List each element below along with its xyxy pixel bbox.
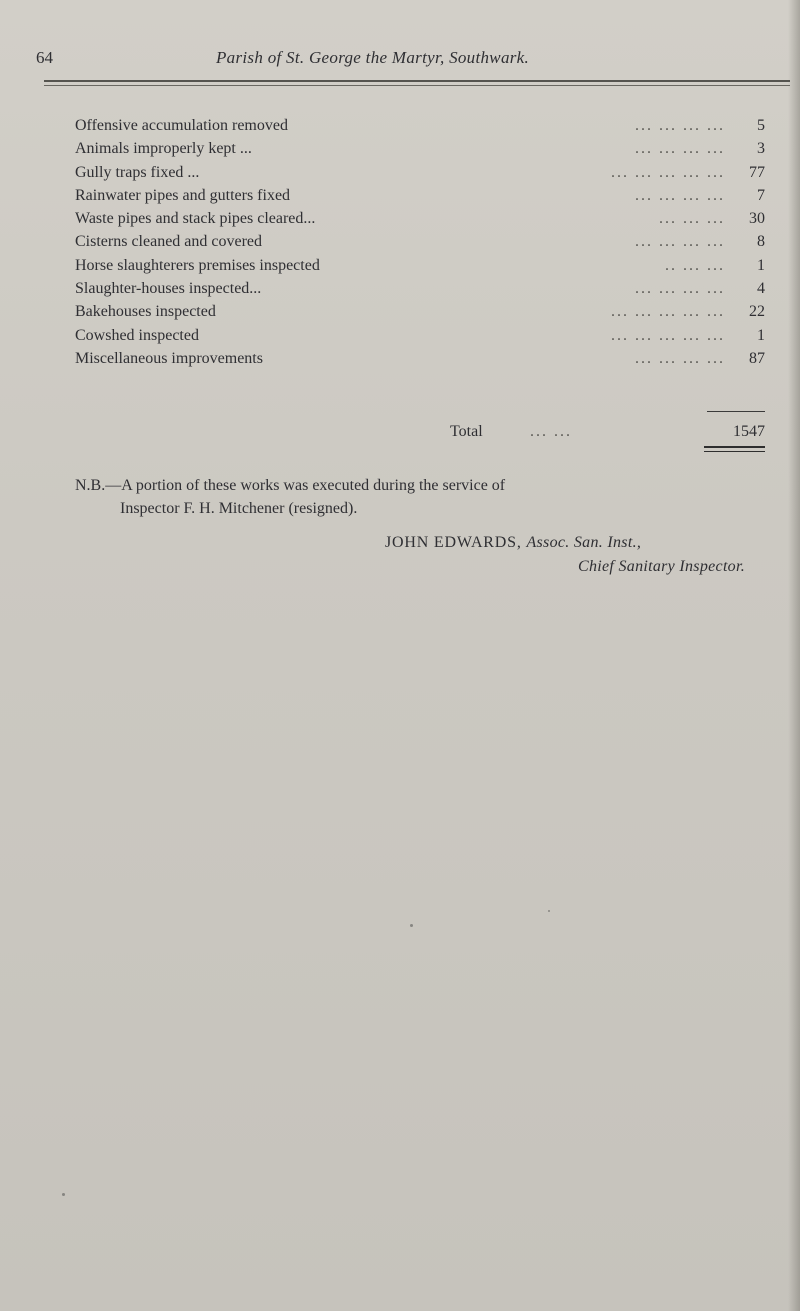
footnote-line-2: Inspector F. H. Mitchener (resigned). (120, 500, 358, 517)
signatory-title: Chief Sanitary Inspector. (578, 558, 746, 575)
dot-leader: ... ... ... ... (635, 280, 725, 298)
dot-leader: ... ... ... ... (635, 186, 725, 204)
item-value: 3 (757, 140, 765, 158)
dot-leader: ... ... ... ... (635, 233, 725, 251)
item-label: Cowshed inspected (75, 326, 199, 344)
signature-block (385, 531, 641, 554)
running-title: Parish of St. George the Martyr, Southwark. (216, 48, 530, 67)
footnote (75, 474, 775, 520)
total-double-rule (704, 446, 765, 452)
item-label: Rainwater pipes and gutters fixed (75, 186, 291, 204)
dot-leader: .. ... ... (665, 256, 725, 274)
dot-leader: ... ... ... ... ... (611, 303, 725, 321)
list-item (75, 161, 765, 184)
signatory-qualifications: Assoc. San. Inst., (526, 534, 642, 551)
paper-speck (410, 924, 413, 927)
list-item (75, 184, 765, 207)
item-label: Cisterns cleaned and covered (75, 233, 263, 251)
dot-leader: ... ... ... ... ... (611, 163, 725, 181)
sum-rule (707, 411, 765, 412)
dot-leader: ... ... ... ... (635, 117, 725, 134)
item-value: 87 (749, 349, 765, 367)
list-item (75, 114, 765, 137)
list-item (75, 300, 765, 323)
item-label: Gully traps fixed ... (75, 163, 200, 181)
list-item (75, 137, 765, 160)
item-label: Animals improperly kept ... (75, 140, 252, 158)
paper-speck (62, 1193, 65, 1196)
total-value: 1547 (733, 423, 765, 440)
item-label: Horse slaughterers premises inspected (75, 256, 320, 274)
item-value: 30 (749, 210, 765, 228)
header-rule (44, 80, 790, 82)
dot-leader: ... ... ... ... (635, 140, 725, 158)
item-value: 77 (749, 163, 765, 181)
works-list (75, 114, 765, 370)
footnote-line-1: N.B.—A portion of these works was executed during the service of (75, 477, 506, 494)
dot-leader: ... ... ... ... (635, 349, 725, 367)
item-value: 5 (757, 117, 765, 134)
list-item (75, 254, 765, 277)
list-item (75, 347, 765, 370)
item-value: 4 (757, 280, 765, 298)
list-item (75, 230, 765, 253)
item-value: 1 (757, 326, 765, 344)
item-value: 1 (757, 256, 765, 274)
list-item (75, 324, 765, 347)
item-label: Offensive accumulation removed (75, 117, 288, 134)
page-edge-shadow (788, 0, 800, 1311)
page-header (36, 48, 796, 74)
item-label: Miscellaneous improvements (75, 349, 263, 367)
dot-leader: ... ... ... ... ... (611, 326, 725, 344)
item-label: Bakehouses inspected (75, 303, 216, 321)
item-value: 8 (757, 233, 765, 251)
item-label: Slaughter-houses inspected... (75, 280, 262, 298)
list-item (75, 277, 765, 300)
total-row (450, 420, 765, 444)
list-item (75, 207, 765, 230)
total-label: Total (450, 423, 483, 440)
item-value: 22 (749, 303, 765, 321)
item-label: Waste pipes and stack pipes cleared... (75, 210, 316, 228)
page-number: 64 (36, 48, 53, 67)
dot-leader: ... ... (530, 423, 572, 440)
item-value: 7 (757, 186, 765, 204)
dot-leader: ... ... ... (659, 210, 725, 228)
header-rule-thin (44, 85, 790, 86)
paper-speck (548, 910, 550, 912)
signatory-name: JOHN EDWARDS, (385, 534, 522, 551)
